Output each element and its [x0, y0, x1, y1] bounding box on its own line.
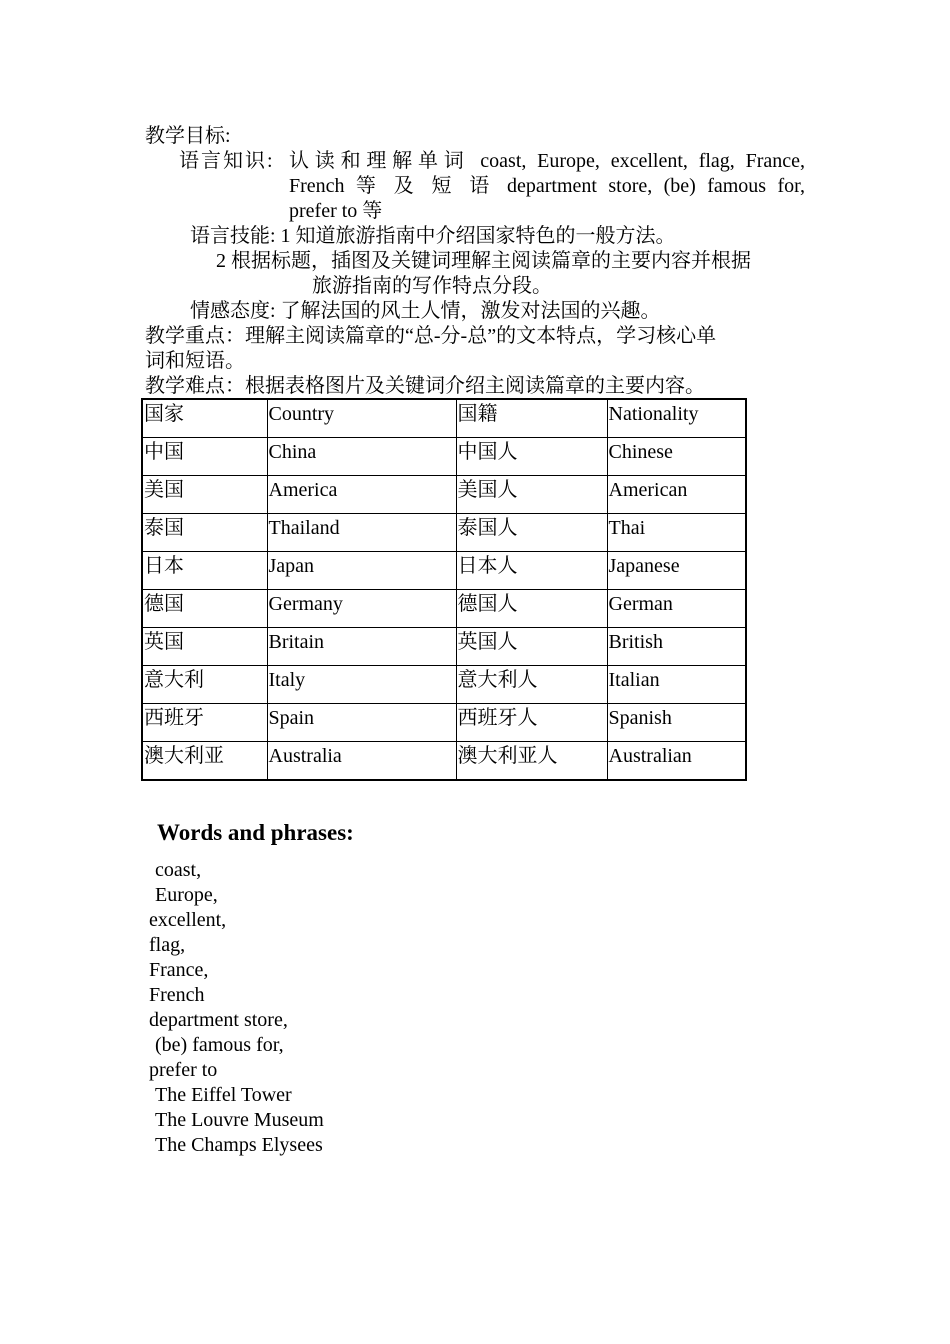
- objectives-title: 教学目标:: [145, 125, 231, 147]
- table-cell: Japanese: [607, 552, 746, 590]
- table-row: [142, 742, 746, 781]
- table-cell: Australia: [267, 742, 456, 781]
- table-cell: British: [607, 628, 746, 666]
- table-cell: 泰国: [142, 514, 267, 552]
- attitude-line: 情感态度: 了解法国的风土人情，激发对法国的兴趣。: [190, 300, 661, 322]
- table-cell: 美国人: [456, 476, 607, 514]
- table-header-row: [142, 399, 746, 438]
- table-cell: German: [607, 590, 746, 628]
- key-point-line-1: 教学重点：理解主阅读篇章的“总-分-总”的文本特点，学习核心单: [145, 325, 717, 347]
- word-item: flag,: [149, 934, 186, 956]
- word-item: prefer to: [149, 1059, 218, 1081]
- words-heading: Words and phrases:: [157, 820, 354, 845]
- table-header-cell: Nationality: [607, 399, 746, 438]
- table-header-cell: Country: [267, 399, 456, 438]
- word-item: The Louvre Museum: [155, 1109, 324, 1131]
- table-cell: 意大利人: [456, 666, 607, 704]
- table-row: [142, 476, 746, 514]
- table-row: [142, 704, 746, 742]
- table-row: [142, 552, 746, 590]
- table-cell: 西班牙: [142, 704, 267, 742]
- table-row: [142, 438, 746, 476]
- table-cell: Britain: [267, 628, 456, 666]
- table-header-cell: 国家: [142, 399, 267, 438]
- language-knowledge-text: [289, 149, 805, 224]
- language-knowledge-line-1: 认读和理解单词 coast, Europe, excellent, flag, France,: [289, 150, 805, 172]
- language-knowledge-line-3: prefer to 等: [289, 200, 383, 222]
- table-row: [142, 514, 746, 552]
- table-cell: 西班牙人: [456, 704, 607, 742]
- language-knowledge-label: 语言知识:: [179, 150, 275, 172]
- word-item: France,: [149, 959, 209, 981]
- language-skills-line-2: 2 根据标题，插图及关键词理解主阅读篇章的主要内容并根据: [216, 250, 751, 272]
- key-point-line-2: 词和短语。: [145, 350, 245, 372]
- word-item: excellent,: [149, 909, 227, 931]
- table-cell: Australian: [607, 742, 746, 781]
- language-skills-line-3: 旅游指南的写作特点分段。: [312, 275, 552, 297]
- table-cell: Italian: [607, 666, 746, 704]
- language-skills-line-1: 语言技能: 1 知道旅游指南中介绍国家特色的一般方法。: [190, 225, 676, 247]
- word-item: (be) famous for,: [155, 1034, 284, 1056]
- table-cell: 日本人: [456, 552, 607, 590]
- table-cell: 德国人: [456, 590, 607, 628]
- table-cell: 美国: [142, 476, 267, 514]
- nationality-table: [141, 398, 747, 781]
- table-cell: Spanish: [607, 704, 746, 742]
- table-cell: 澳大利亚人: [456, 742, 607, 781]
- word-item: department store,: [149, 1009, 288, 1031]
- word-item: coast,: [155, 859, 202, 881]
- table-row: [142, 590, 746, 628]
- table-cell: 泰国人: [456, 514, 607, 552]
- word-item: The Eiffel Tower: [155, 1084, 292, 1106]
- table-cell: Spain: [267, 704, 456, 742]
- table-cell: 中国人: [456, 438, 607, 476]
- table-cell: 日本: [142, 552, 267, 590]
- table-header-cell: 国籍: [456, 399, 607, 438]
- table-cell: Germany: [267, 590, 456, 628]
- language-knowledge-line-2: French 等 及 短 语 department store, (be) famous for,: [289, 175, 805, 197]
- table-cell: 中国: [142, 438, 267, 476]
- table-cell: 德国: [142, 590, 267, 628]
- table-cell: 澳大利亚: [142, 742, 267, 781]
- table-cell: 英国人: [456, 628, 607, 666]
- table-cell: Chinese: [607, 438, 746, 476]
- table-cell: Italy: [267, 666, 456, 704]
- table-cell: Thai: [607, 514, 746, 552]
- table-cell: America: [267, 476, 456, 514]
- word-item: The Champs Elysees: [155, 1134, 323, 1156]
- table-row: [142, 628, 746, 666]
- table-cell: 意大利: [142, 666, 267, 704]
- table-cell: Thailand: [267, 514, 456, 552]
- word-item: French: [149, 984, 205, 1006]
- table-cell: American: [607, 476, 746, 514]
- word-item: Europe,: [155, 884, 218, 906]
- table-cell: Japan: [267, 552, 456, 590]
- difficult-point-line: 教学难点：根据表格图片及关键词介绍主阅读篇章的主要内容。: [145, 375, 705, 397]
- table-row: [142, 666, 746, 704]
- table-cell: 英国: [142, 628, 267, 666]
- table-cell: China: [267, 438, 456, 476]
